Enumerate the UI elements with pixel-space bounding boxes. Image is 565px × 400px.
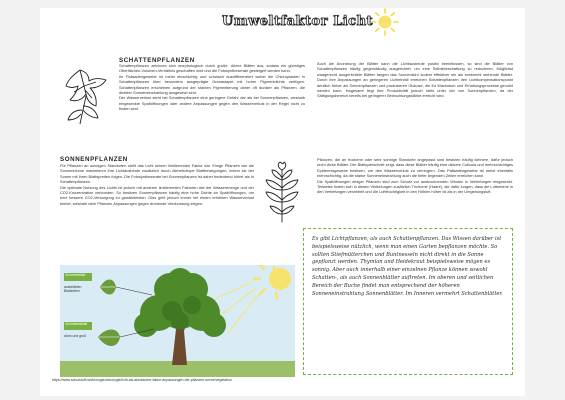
sun-leaf-desc: ausbildeten Blattzellen: [64, 285, 82, 293]
sun-paragraph: Die Spaltöffnungen einiger Pflanzen sind zum Schutz vor austrocknenden Winden in Vertiefungen eingesenkt. Teilweise finden sich in diesen Vertiefungen zusätzlich Trichome (Haare), die dafür sorgen, dass die Luftströme in den Vertiefungen verwirbelt und die Luftfeuchtigkeit in den Höhlen höher ist als in der Umgebungsluft.: [317, 178, 513, 195]
ivy-leaf-icon: [60, 66, 112, 128]
sun-heading: SONNENPFLANZEN: [60, 156, 128, 163]
sun-paragraph: Pflanzen, die an trockene oder sehr sonnige Standorte angepasst sind besitzen häufig kleinere, dafür jedoch recht dicke Blätter. Der Blattquerschnitt zeigt, dass diese Blätter häufig eine dickere Cuticula und mehrschichtiges Epidermisgewebe besitzen, um den Wasserverlust zu verringern. Das Palisadengewebe ist meist ebenfalls mehrschichtig, da die starke Sonneneinstrahlung auch die tiefer liegenden Zellen erreichen kann.: [317, 157, 513, 179]
shade-left-text: [119, 63, 305, 112]
page-title: Umweltfaktor Licht: [222, 14, 374, 29]
shade-paragraph: Schattenpflanzen zeichnen sich morphologisch durch große, dünne Blätter aus, sodass ein günstiges Oberflächen-Volumen-Verhältnis geschaffen wird und die Fotosyntheserate gesteigert werden kann.: [119, 63, 305, 74]
info-box-text: Es gibt Lichtpflanzen, als auch Schattenpflanzen. Das Wissen darüber ist beispielsweise nützlich, wenn man einen Garten bepflanzen möchte. So sollten Stiefmütterchen und Buntnesseln nicht direkt in die Sonne gepflanzt werden. Thymian und Heidekraut beispielsweise mögen es sonnig. Aber auch innerhalb einer einzelnen Pflanze können sowohl Schatten-, als auch Sonnenblätter auftreten. Im oberen und seitlichen Bereich der Buche findet man entsprechend der höheren Sonneneinstrahlung Sonnenblätter. Im Inneren vermehrt Schattenblätter.: [312, 236, 503, 297]
shade-heading: SCHATTENPFLANZEN: [119, 57, 195, 64]
sun-icon: [370, 7, 400, 37]
shade-leaf-tag: Schattenblatt: [65, 322, 88, 326]
title-block: [222, 14, 373, 29]
shade-paragraph: Der Wasserverlust steht bei Schattenpflanzen eine geringere Gefahr dar als bei Sonnenpflanzen, weshalb eingesenkte Spaltöffnungen oder andere Anpassungen gegen den Wasserverlust in der Regel nicht zu finden sind.: [119, 95, 305, 112]
sun-leaf-tag: Sonnenblatt: [65, 273, 86, 277]
sun-left-text: [60, 163, 254, 206]
shade-paragraph: Ihr Palisadengewebe ist meist einschichtig und schwach ausdifferenziert wobei die Chloroplasten in Schattenpflanzen über besonders ausgeprägte Granastapel mit hoher Pigmentdichte verfügen. Schattenpflanzen erscheinen aufgrund der starken Pigmentierung daher oft dunkler als Pflanzen, die direkter Sonneneinstrahlung ausgesetzt sind.: [119, 73, 305, 96]
shade-paragraph: Auch die Anordnung der Blätter kann die Lichtausbeute positiv beeinflussen, so sind die Blätter von Schattenpflanzen häufig gegenständig ausgerichtet, um eine Selbstbeschattung zu reduzieren. Möglichst waagerecht ausgerichtete Blätter fangen das Sonnenlicht zudem effektiver ein als senkrecht stehende Blätter. Durch ihre Anpassungen an geringeren Lichteinfall erreichen Schattenpflanzen den Lichtkompensationspunkt deutlich früher als Sonnenpflanzen und produzieren Glukose, die für Wachstum und Erhaltungsprozesse genutzt werden kann. Insgesamt liegt ihre Produktivität jedoch stets unter der von Sonnenpflanzen, da der Sättigungsbereich bereits bei geringerer Beleuchtungsstärke erreicht wird.: [317, 61, 513, 99]
tree-icon: [60, 265, 295, 377]
shade-right-text: [317, 61, 513, 99]
sun-paragraph: Für Pflanzen an sonnigen Standorten stellt das Licht keinen limitierenden Faktor dar. Einige Pflanzen wie die Sonnenblume maximieren ihre Lichtausbeute zusätzlich durch dieheliotrope Blattbewegungen, indem sie der Sonne mit ihren Blattspreiten folgen. Die Fotosyntheserate bei Sonnenpflanzen ist daher bedeutend höher als in Schattenpflanzen.: [60, 163, 254, 185]
flower-sprig-icon: [262, 160, 302, 224]
source-url: https://www.schulstoff.net/biologie/oekologie/licht-als-abiotischer-faktor-anpassungen-der-pflanzen-sonne/vegetation: [52, 378, 232, 382]
sun-paragraph: Die optimale Nutzung des Lichts ist jedoch mit anderen limitierenden Faktoren wie der Wasserenenge und der CO2-Konzentration verbunden. So besitzen Sonnenpflanzen häufig eine hohe Dichte an Spaltöffnungen, um eine bessere CO2-Versorgung zu gewährleisten. Dies geht jedoch immer mit einem erhöhten Wasserverlust einher, weshalb viele Pflanzen Anpassungen gegen drohende Verdunstung zeigen.: [60, 184, 254, 206]
sun-right-text: [317, 157, 513, 195]
info-box: [303, 228, 513, 375]
shade-leaf-desc: dünn und groß: [64, 334, 87, 338]
